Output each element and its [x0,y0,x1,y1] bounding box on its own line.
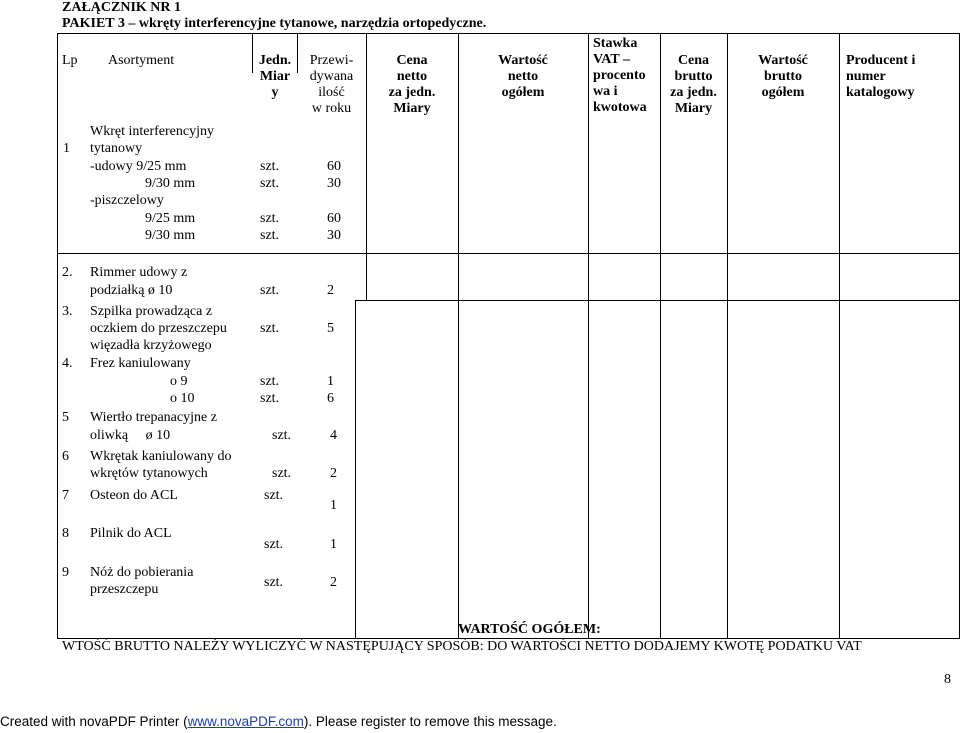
item-name: Wkręt interferencyjny [90,124,214,139]
item-name: oliwką ø 10 [90,428,171,443]
row-lp: 5 [62,410,69,425]
quantity: 5 [327,321,334,336]
quantity: 1 [330,498,337,513]
unit: szt. [260,211,280,226]
row-lp: 2. [62,265,73,280]
unit: szt. [264,488,284,503]
col-cena-brutto: Cena brutto za jedn. Miary [670,53,717,116]
item-name: Nóż do pobierania [90,565,194,580]
item-name: podziałką ø 10 [90,283,173,298]
row-lp: 7 [62,488,69,503]
unit: szt. [272,466,292,481]
unit: szt. [260,176,280,191]
item-variant: o 10 [170,391,195,406]
unit: szt. [260,321,280,336]
annex-title: ZAŁĄCZNIK NR 1 [62,0,182,15]
item-name: tytanowy [90,141,143,156]
item-name: Pilnik do ACL [90,526,172,541]
quantity: 60 [327,211,341,226]
row-lp: 1 [63,141,70,156]
row-lp: 9 [62,565,69,580]
quantity: 2 [330,466,337,481]
item-name: Wkrętak kaniulowany do [90,449,232,464]
unit: szt. [260,159,280,174]
col-ilosc: Przewi- dywana ilość w roku [309,53,354,116]
col-asortyment: Asortyment [108,53,175,68]
unit: szt. [260,391,280,406]
row-lp: 8 [62,526,69,541]
item-variant: 9/30 mm [145,228,196,243]
page-number: 8 [944,672,951,687]
quantity: 30 [327,176,341,191]
quantity: 1 [327,374,334,389]
quantity: 2 [330,575,337,590]
package-title: PAKIET 3 – wkręty interferencyjne tytanowe, narzędzia ortopedyczne. [62,16,487,31]
nova-footer [0,714,557,730]
quantity: 6 [327,391,334,406]
unit: szt. [264,575,284,590]
item-name: Osteon do ACL [90,488,178,503]
item-name: wkrętów tytanowych [90,466,208,481]
item-name: więzadła krzyżowego [90,338,212,353]
quantity: 1 [330,537,337,552]
row-lp: 4. [62,356,73,371]
item-name: przeszczepu [90,582,159,597]
unit: szt. [264,537,284,552]
quantity: 4 [330,428,337,443]
item-name: Szpilka prowadząca z [90,304,213,319]
item-variant: -piszczelowy [90,193,164,208]
item-variant: 9/25 mm [145,211,196,226]
item-variant: o 9 [170,374,188,389]
col-wartosc-brutto: Wartość brutto ogółem [758,53,808,100]
item-variant: 9/30 mm [145,176,196,191]
unit: szt. [272,428,292,443]
quantity: 2 [327,283,334,298]
col-producent: Producent i numer katalogowy [846,53,916,100]
vat-note: WTOŚĆ BRUTTO NALEŻY WYLICZYĆ W NASTĘPUJĄCY SPOSÓB: DO WARTOŚCI NETTO DODAJEMY KWOTĘ PODATKU VAT [62,639,862,654]
total-label: WARTOŚĆ OGÓŁEM: [458,622,601,637]
unit: szt. [260,283,280,298]
item-name: Frez kaniulowany [90,356,191,371]
col-lp: Lp [62,53,78,68]
quantity: 30 [327,228,341,243]
unit: szt. [260,374,280,389]
quantity: 60 [327,159,341,174]
row-lp: 3. [62,304,73,319]
nova-link[interactable]: www.novaPDF.com [187,714,304,729]
footer-suffix: ). Please register to remove this message. [303,714,557,729]
item-name: Wiertło trepanacyjne z [90,410,217,425]
col-cena-netto: Cena netto za jedn. Miary [388,53,436,116]
unit: szt. [260,228,280,243]
col-vat: Stawka VAT – procento wa i kwotowa [593,36,647,115]
col-jedn: Jedn. Miar y [258,53,292,100]
item-variant: -udowy 9/25 mm [90,159,187,174]
item-name: Rimmer udowy z [90,265,188,280]
row-lp: 6 [62,449,69,464]
footer-prefix: Created with novaPDF Printer ( [0,714,188,729]
item-name: oczkiem do przeszczepu [90,321,227,336]
col-wartosc-netto: Wartość netto ogółem [498,53,548,100]
